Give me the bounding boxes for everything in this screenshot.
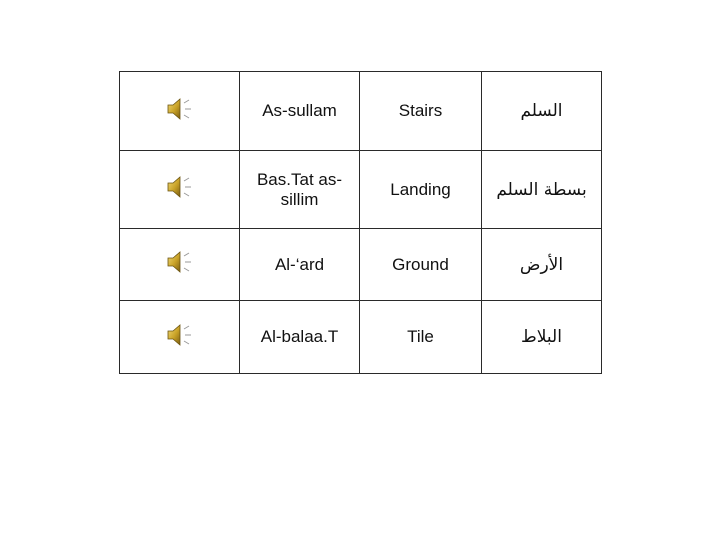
english-cell: Stairs: [360, 72, 482, 151]
speaker-icon[interactable]: [166, 322, 194, 348]
transliteration-cell: As-sullam: [240, 72, 360, 151]
table-row: [120, 301, 602, 374]
arabic-cell: الأرض: [482, 229, 602, 301]
table-row: [120, 151, 602, 229]
english-cell: Landing: [360, 151, 482, 229]
audio-cell: [120, 229, 240, 301]
transliteration-cell: Al-‘ard: [240, 229, 360, 301]
transliteration-cell: Al-balaa.T: [240, 301, 360, 374]
vocabulary-table: [119, 71, 602, 374]
english-cell: Tile: [360, 301, 482, 374]
speaker-icon[interactable]: [166, 96, 194, 122]
arabic-cell: البلاط: [482, 301, 602, 374]
table-row: [120, 229, 602, 301]
speaker-icon[interactable]: [166, 174, 194, 200]
audio-cell: [120, 72, 240, 151]
audio-cell: [120, 301, 240, 374]
table-row: [120, 72, 602, 151]
arabic-cell: السلم: [482, 72, 602, 151]
arabic-cell: بسطة السلم: [482, 151, 602, 229]
speaker-icon[interactable]: [166, 249, 194, 275]
transliteration-cell: Bas.Tat as-sillim: [240, 151, 360, 229]
audio-cell: [120, 151, 240, 229]
english-cell: Ground: [360, 229, 482, 301]
